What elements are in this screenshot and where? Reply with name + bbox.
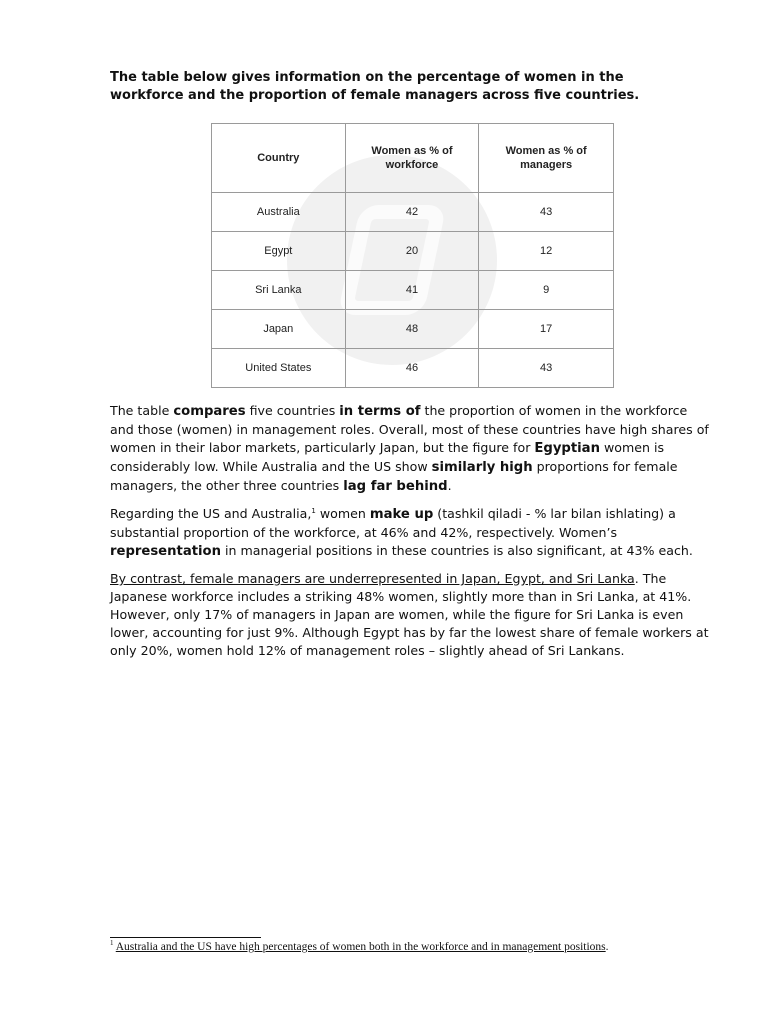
table-row [212, 349, 614, 388]
table-cell: 9 [479, 271, 614, 310]
table-cell: 12 [479, 232, 614, 271]
data-table [211, 123, 614, 388]
footnote-reference[interactable]: 1 [311, 506, 316, 515]
keyword: similarly high [431, 460, 533, 475]
table-cell: Sri Lanka [212, 271, 346, 310]
table-cell: United States [212, 349, 346, 388]
table-header-cell: Women as % of managers [479, 124, 614, 193]
keyword: representation [110, 544, 221, 559]
table-header-cell: Country [212, 124, 346, 193]
table-cell: Japan [212, 310, 346, 349]
paragraph-overview: The table compares five countries in terms of the proportion of women in the workforce and those (women) in management roles. Overall, most of these countries have high shares of women in their labor markets, particularly Japan, but the figure for Egyptian women is considerably low. While Australia and the US show similarly high proportions for female managers, the other three countries lag far behind. [110, 403, 709, 494]
table-cell: 17 [479, 310, 614, 349]
footnote-mark: 1 [110, 939, 114, 948]
keyword: Egyptian [534, 441, 600, 456]
keyword: lag far behind [343, 479, 448, 494]
table-row [212, 232, 614, 271]
paragraph-us-australia: Regarding the US and Australia,$^1$ women make up (tashkil qiladi - % lar bilan ishlating) a substantial proportion of the workforce, at 46% and 42%, respectively. Women’s representation in managerial positions in these countries is also significant, at 43% each. [110, 506, 693, 559]
table-row [212, 271, 614, 310]
table-row [212, 310, 614, 349]
data-table-container [211, 123, 614, 388]
table-header-cell: Women as % of workforce [345, 124, 479, 193]
keyword: in terms of [339, 404, 421, 419]
table-cell: 41 [345, 271, 479, 310]
table-cell: Australia [212, 193, 346, 232]
table-cell: Egypt [212, 232, 346, 271]
paragraph-contrast: By contrast, female managers are underrepresented in Japan, Egypt, and Sri Lanka. The Japanese workforce includes a striking 48% women, slightly more than in Sri Lanka, at 41%. However, only 17% of managers in Japan are women, while the figure for Sri Lanka is even lower, accounting for just 9%. Although Egypt has by far the lowest share of female workers at only 20%, women hold 12% of management roles – slightly ahead of Sri Lankans. [110, 571, 709, 658]
table-cell: 43 [479, 349, 614, 388]
table-cell: 20 [345, 232, 479, 271]
keyword: make up [369, 507, 434, 522]
table-cell: 46 [345, 349, 479, 388]
table-row [212, 193, 614, 232]
underlined-sentence: By contrast, female managers are underrepresented in Japan, Egypt, and Sri Lanka [110, 571, 635, 586]
task-prompt: The table below gives information on the percentage of women in the workforce and the proportion of female managers across five countries. [110, 70, 640, 103]
footnote-text: Australia and the US have high percentages of women both in the workforce and in management positions [115, 941, 606, 953]
keyword: compares [173, 404, 246, 419]
essay-body [110, 402, 710, 669]
table-cell: 42 [345, 193, 479, 232]
footnote-separator [110, 937, 261, 938]
table-cell: 48 [345, 310, 479, 349]
footnote: $^1$ Australia and the US have high percentages of women both in the workforce and in management positions. [110, 939, 609, 953]
table-header-row [212, 124, 614, 193]
table-cell: 43 [479, 193, 614, 232]
